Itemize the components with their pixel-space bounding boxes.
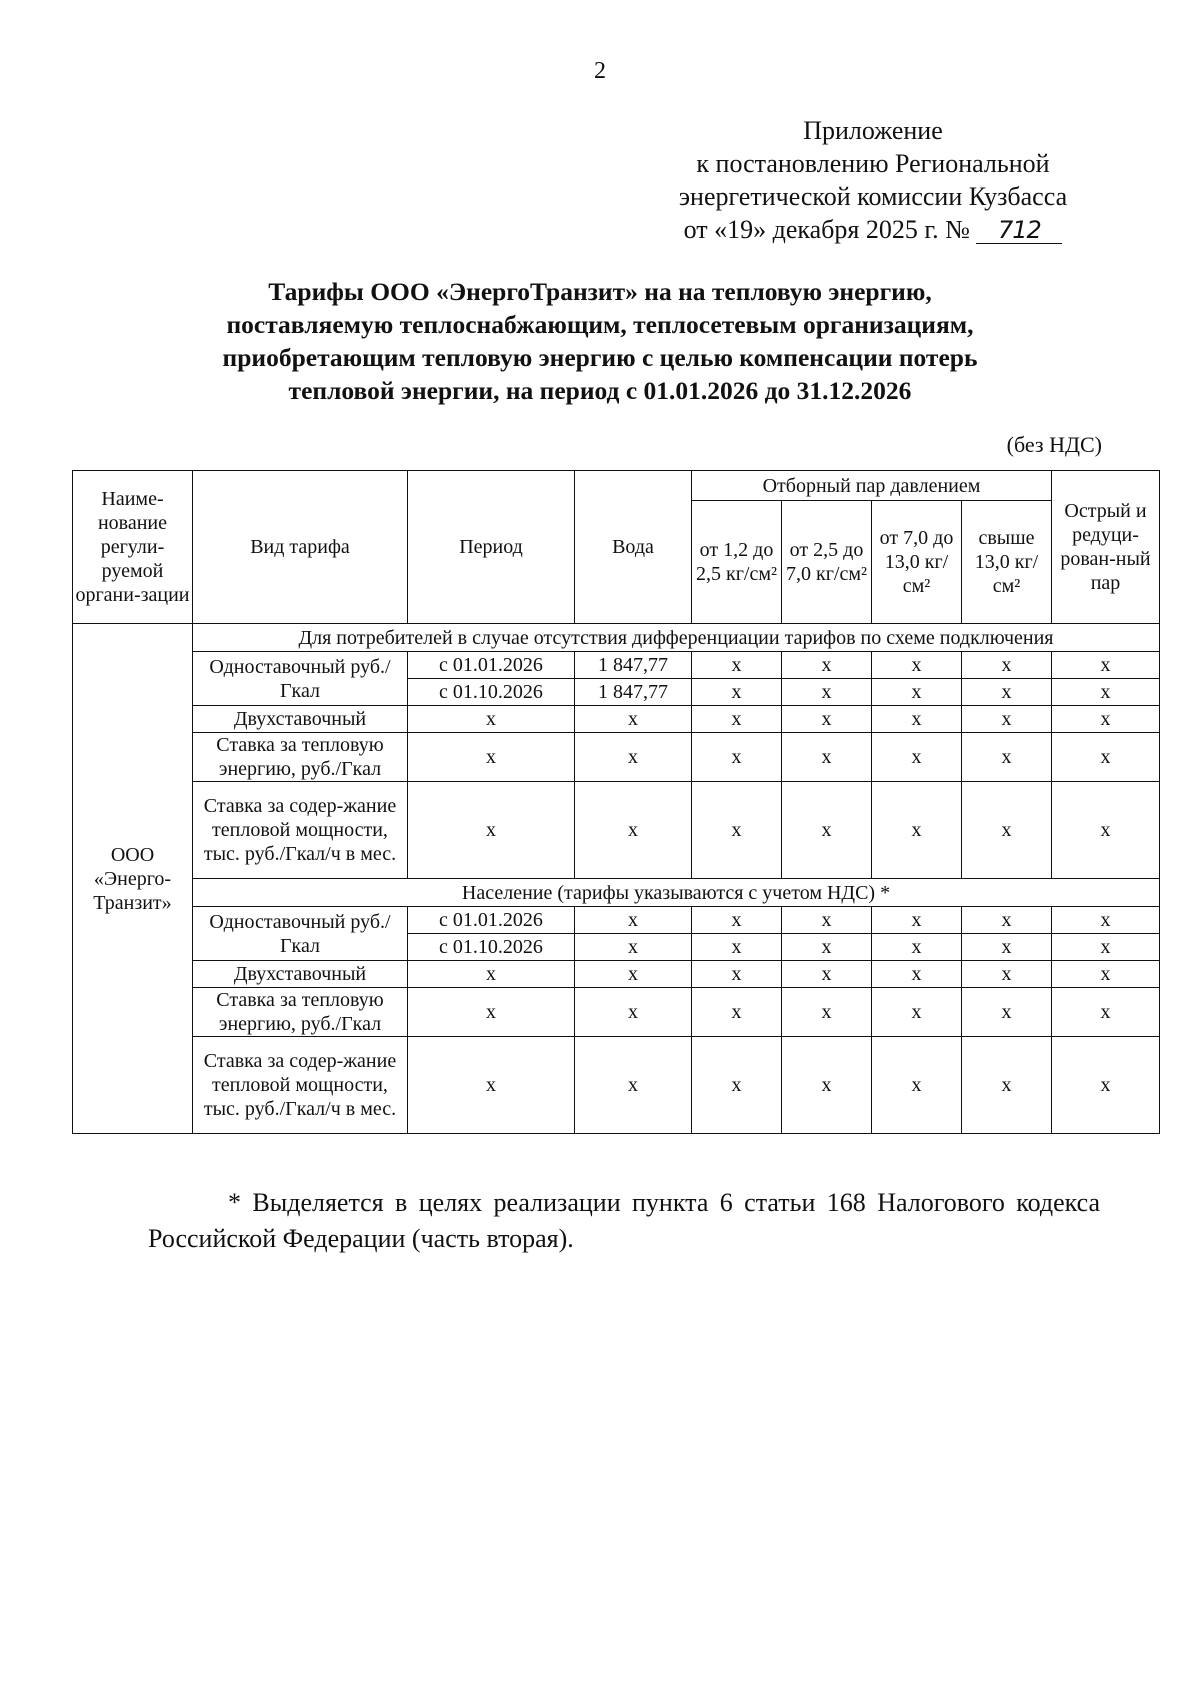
appendix-line-4 bbox=[638, 213, 1108, 246]
table-row bbox=[73, 782, 1160, 879]
header-steam-2: от 2,5 до 7,0 кг/см² bbox=[782, 501, 872, 624]
period-cell: с 01.01.2026 bbox=[408, 907, 575, 934]
value-cell: x bbox=[872, 907, 962, 934]
value-cell: x bbox=[575, 1037, 692, 1134]
tariff-type-cell: Ставка за тепловую энергию, руб./Гкал bbox=[193, 988, 408, 1037]
value-cell: x bbox=[962, 907, 1052, 934]
value-cell: x bbox=[692, 652, 782, 679]
value-cell: x bbox=[1052, 1037, 1160, 1134]
period-cell: x bbox=[408, 988, 575, 1037]
value-cell: x bbox=[782, 733, 872, 782]
tariff-type-cell: Одноставочный руб./Гкал bbox=[193, 652, 408, 706]
section-heading-row bbox=[73, 624, 1160, 652]
period-cell: x bbox=[408, 733, 575, 782]
tariff-type-cell: Ставка за тепловую энергию, руб./Гкал bbox=[193, 733, 408, 782]
value-cell: x bbox=[1052, 706, 1160, 733]
value-cell: x bbox=[782, 934, 872, 961]
title-line-4: тепловой энергии, на период с 01.01.2026 до 31.12.2026 bbox=[288, 376, 912, 405]
value-cell: x bbox=[575, 961, 692, 988]
table-row bbox=[73, 706, 1160, 733]
section-heading-row bbox=[73, 879, 1160, 907]
value-cell: x bbox=[575, 733, 692, 782]
value-cell: x bbox=[575, 934, 692, 961]
no-vat-note: (без НДС) bbox=[1006, 432, 1102, 457]
header-tariff-type: Вид тарифа bbox=[193, 471, 408, 624]
appendix-block bbox=[638, 114, 1108, 246]
period-cell: с 01.01.2026 bbox=[408, 652, 575, 679]
value-cell: x bbox=[962, 988, 1052, 1037]
period-cell: с 01.10.2026 bbox=[408, 934, 575, 961]
document-title bbox=[130, 275, 1070, 407]
value-cell: x bbox=[782, 706, 872, 733]
appendix-date: от «19» декабря 2025 г. № bbox=[683, 215, 970, 244]
value-cell: x bbox=[962, 652, 1052, 679]
appendix-line-2: к постановлению Региональной bbox=[696, 149, 1050, 178]
tariff-type-cell: Двухставочный bbox=[193, 961, 408, 988]
value-cell: x bbox=[692, 1037, 782, 1134]
value-cell: x bbox=[962, 733, 1052, 782]
header-steam-1: от 1,2 до 2,5 кг/см² bbox=[692, 501, 782, 624]
tariff-type-cell: Ставка за содер-жание тепловой мощности, тыс. руб./Гкал/ч в мес. bbox=[193, 782, 408, 879]
value-cell: x bbox=[962, 1037, 1052, 1134]
table-row bbox=[73, 988, 1160, 1037]
header-org: Наиме-нование регули-руемой органи-зации bbox=[73, 471, 193, 624]
value-cell: x bbox=[782, 988, 872, 1037]
value-cell: x bbox=[692, 782, 782, 879]
value-cell: x bbox=[1052, 907, 1160, 934]
value-cell: x bbox=[872, 706, 962, 733]
header-period: Период bbox=[408, 471, 575, 624]
value-cell: x bbox=[575, 782, 692, 879]
value-cell: x bbox=[692, 934, 782, 961]
value-cell: x bbox=[962, 679, 1052, 706]
page-number: 2 bbox=[594, 58, 606, 84]
decree-number-handwritten: 712 bbox=[976, 217, 1062, 244]
value-cell: x bbox=[872, 934, 962, 961]
value-cell: x bbox=[782, 961, 872, 988]
value-cell: x bbox=[872, 782, 962, 879]
value-cell: x bbox=[692, 907, 782, 934]
value-cell: x bbox=[1052, 652, 1160, 679]
period-cell: x bbox=[408, 961, 575, 988]
value-cell: x bbox=[872, 733, 962, 782]
value-cell: x bbox=[782, 907, 872, 934]
table-header-row-1 bbox=[73, 471, 1160, 501]
table-row bbox=[73, 961, 1160, 988]
header-steam-4: свыше 13,0 кг/см² bbox=[962, 501, 1052, 624]
value-cell: x bbox=[692, 961, 782, 988]
table-row bbox=[73, 907, 1160, 934]
value-cell: x bbox=[575, 706, 692, 733]
value-cell: x bbox=[782, 1037, 872, 1134]
value-cell: x bbox=[692, 733, 782, 782]
title-line-1: Тарифы ООО «ЭнергоТранзит» на на тепловую энергию, bbox=[268, 277, 932, 306]
value-cell: x bbox=[782, 782, 872, 879]
appendix-line-1: Приложение bbox=[803, 116, 943, 145]
title-line-2: поставляемую теплоснабжающим, теплосетевым организациям, bbox=[226, 310, 974, 339]
value-cell: x bbox=[962, 934, 1052, 961]
period-cell: x bbox=[408, 782, 575, 879]
period-cell: x bbox=[408, 1037, 575, 1134]
table-row bbox=[73, 652, 1160, 679]
header-sharp-steam: Острый и редуци-рован-ный пар bbox=[1052, 471, 1160, 624]
value-cell: x bbox=[1052, 961, 1160, 988]
value-cell: x bbox=[1052, 733, 1160, 782]
tariff-type-cell: Одноставочный руб./Гкал bbox=[193, 907, 408, 961]
table-row bbox=[73, 1037, 1160, 1134]
value-cell: x bbox=[872, 652, 962, 679]
header-water: Вода bbox=[575, 471, 692, 624]
org-name-cell: ООО «Энерго-Транзит» bbox=[73, 624, 193, 1134]
value-cell: x bbox=[575, 907, 692, 934]
period-cell: x bbox=[408, 706, 575, 733]
value-cell: x bbox=[962, 706, 1052, 733]
value-cell: x bbox=[962, 961, 1052, 988]
appendix-line-3: энергетической комиссии Кузбасса bbox=[678, 182, 1068, 211]
footnote bbox=[148, 1185, 1100, 1257]
value-cell: x bbox=[782, 652, 872, 679]
value-cell: x bbox=[872, 961, 962, 988]
value-cell: x bbox=[782, 679, 872, 706]
value-cell: 1 847,77 bbox=[575, 652, 692, 679]
section-heading: Население (тарифы указываются с учетом НДС) * bbox=[193, 879, 1160, 907]
tariff-type-cell: Ставка за содер-жание тепловой мощности, тыс. руб./Гкал/ч в мес. bbox=[193, 1037, 408, 1134]
table-row bbox=[73, 733, 1160, 782]
value-cell: x bbox=[692, 706, 782, 733]
value-cell: x bbox=[872, 988, 962, 1037]
value-cell: x bbox=[872, 1037, 962, 1134]
section-heading: Для потребителей в случае отсутствия дифференциации тарифов по схеме подключения bbox=[193, 624, 1160, 652]
tariff-type-cell: Двухставочный bbox=[193, 706, 408, 733]
value-cell: x bbox=[575, 988, 692, 1037]
value-cell: x bbox=[1052, 679, 1160, 706]
period-cell: с 01.10.2026 bbox=[408, 679, 575, 706]
header-steam-3: от 7,0 до 13,0 кг/см² bbox=[872, 501, 962, 624]
value-cell: x bbox=[1052, 988, 1160, 1037]
value-cell: x bbox=[1052, 782, 1160, 879]
footnote-text: * Выделяется в целях реализации пункта 6 статьи 168 Налогового кодекса Российской Федерации (часть вторая). bbox=[148, 1188, 1100, 1253]
value-cell: x bbox=[692, 679, 782, 706]
header-steam-group: Отборный пар давлением bbox=[692, 471, 1052, 501]
value-cell: 1 847,77 bbox=[575, 679, 692, 706]
value-cell: x bbox=[1052, 934, 1160, 961]
value-cell: x bbox=[872, 679, 962, 706]
tariff-table bbox=[72, 470, 1160, 1134]
value-cell: x bbox=[962, 782, 1052, 879]
title-line-3: приобретающим тепловую энергию с целью компенсации потерь bbox=[222, 343, 978, 372]
value-cell: x bbox=[692, 988, 782, 1037]
